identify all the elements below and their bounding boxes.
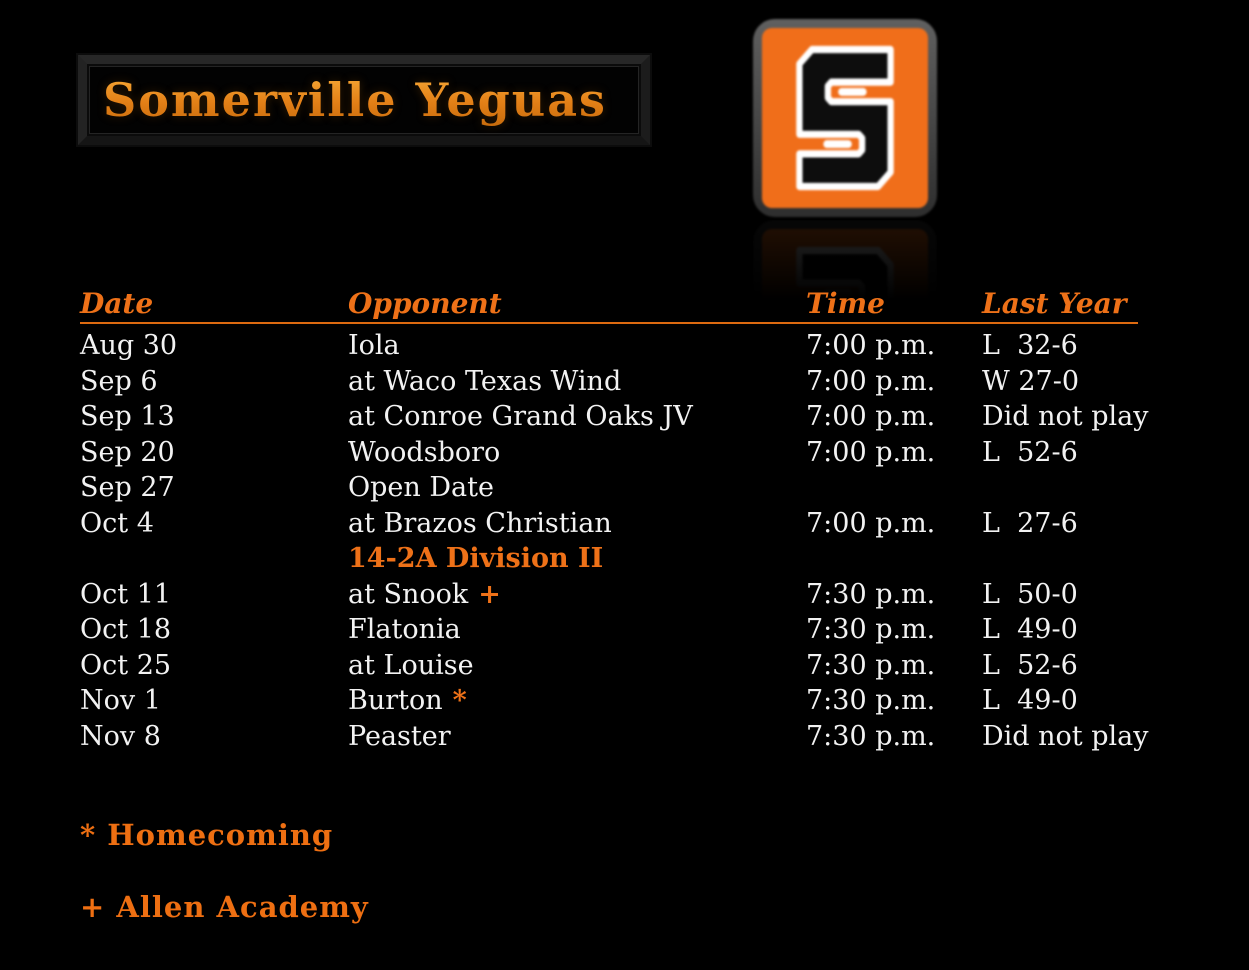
game-opponent: Flatonia — [348, 614, 461, 645]
column-header-last-year: Last Year — [982, 287, 1127, 320]
column-header-time: Time — [806, 287, 885, 320]
game-date: Nov 8 — [80, 720, 161, 752]
game-opponent: at Brazos Christian — [348, 507, 612, 539]
game-time: 7:00 p.m. — [806, 436, 936, 468]
game-date: Oct 11 — [80, 578, 172, 610]
table-row — [80, 470, 1138, 506]
game-last-year: L 49-0 — [982, 614, 1078, 645]
game-opponent: Open Date — [348, 472, 494, 503]
game-time — [806, 470, 982, 506]
allen-academy-marker: + — [478, 578, 501, 610]
game-time: 7:00 p.m. — [806, 365, 936, 397]
table-row — [80, 612, 1138, 648]
game-last-year: L 49-0 — [982, 685, 1078, 716]
logo-orange-square — [762, 28, 928, 208]
game-last-year: L 27-6 — [982, 507, 1078, 539]
table-row — [80, 683, 1138, 719]
game-time: 7:30 p.m. — [806, 578, 936, 610]
game-last-year: W 27-0 — [982, 365, 1079, 397]
table-row — [80, 399, 1149, 435]
game-last-year: Did not play — [982, 720, 1149, 752]
column-header-opponent: Opponent — [348, 287, 502, 320]
game-opponent: Iola — [348, 330, 400, 361]
game-last-year: L 52-6 — [982, 649, 1078, 681]
game-time: 7:00 p.m. — [806, 401, 936, 432]
game-last-year: Did not play — [982, 401, 1149, 432]
game-time: 7:30 p.m. — [806, 685, 936, 716]
game-opponent: Peaster — [348, 720, 451, 752]
game-date: Sep 6 — [80, 365, 158, 397]
team-name-banner — [78, 55, 650, 145]
column-header-date: Date — [80, 287, 154, 320]
district-section-label: 14-2A Division II — [348, 543, 604, 574]
footnote-allen-academy: + Allen Academy — [80, 890, 369, 924]
game-last-year: L 32-6 — [982, 330, 1078, 361]
district-section-row — [80, 541, 1138, 577]
game-date: Sep 27 — [80, 472, 175, 503]
game-date: Sep 13 — [80, 401, 175, 432]
schedule-table — [80, 287, 1149, 754]
game-time: 7:30 p.m. — [806, 649, 936, 681]
game-opponent: Burton * — [348, 685, 467, 716]
game-time: 7:30 p.m. — [806, 720, 936, 752]
team-name-title: Somerville Yeguas — [87, 73, 607, 127]
game-opponent: at Waco Texas Wind — [348, 365, 622, 397]
table-row — [80, 364, 1138, 400]
game-opponent: at Conroe Grand Oaks JV — [348, 401, 693, 432]
game-last-year: L 50-0 — [982, 578, 1078, 610]
game-date: Oct 4 — [80, 507, 154, 539]
footnote-homecoming: * Homecoming — [80, 818, 334, 852]
game-date: Sep 20 — [80, 436, 175, 468]
schedule-header-row — [80, 288, 1138, 324]
game-date: Aug 30 — [80, 330, 178, 361]
table-row — [80, 577, 1138, 613]
game-time: 7:00 p.m. — [806, 507, 936, 539]
team-logo-box — [753, 19, 937, 217]
game-date: Oct 18 — [80, 614, 172, 645]
game-time: 7:00 p.m. — [806, 330, 936, 361]
table-row — [80, 719, 1149, 755]
table-row — [80, 435, 1138, 471]
game-last-year — [982, 470, 1138, 506]
table-row — [80, 328, 1138, 364]
game-date: Oct 25 — [80, 649, 172, 681]
game-date: Nov 1 — [80, 685, 161, 716]
game-opponent: at Louise — [348, 649, 474, 681]
table-row — [80, 648, 1138, 684]
team-logo — [753, 19, 937, 217]
table-row — [80, 506, 1138, 542]
game-opponent: at Snook + — [348, 578, 501, 610]
game-last-year: L 52-6 — [982, 436, 1078, 468]
game-opponent: Woodsboro — [348, 436, 501, 468]
homecoming-marker: * — [452, 685, 467, 716]
game-time: 7:30 p.m. — [806, 614, 936, 645]
block-s-letter-icon — [788, 43, 902, 193]
